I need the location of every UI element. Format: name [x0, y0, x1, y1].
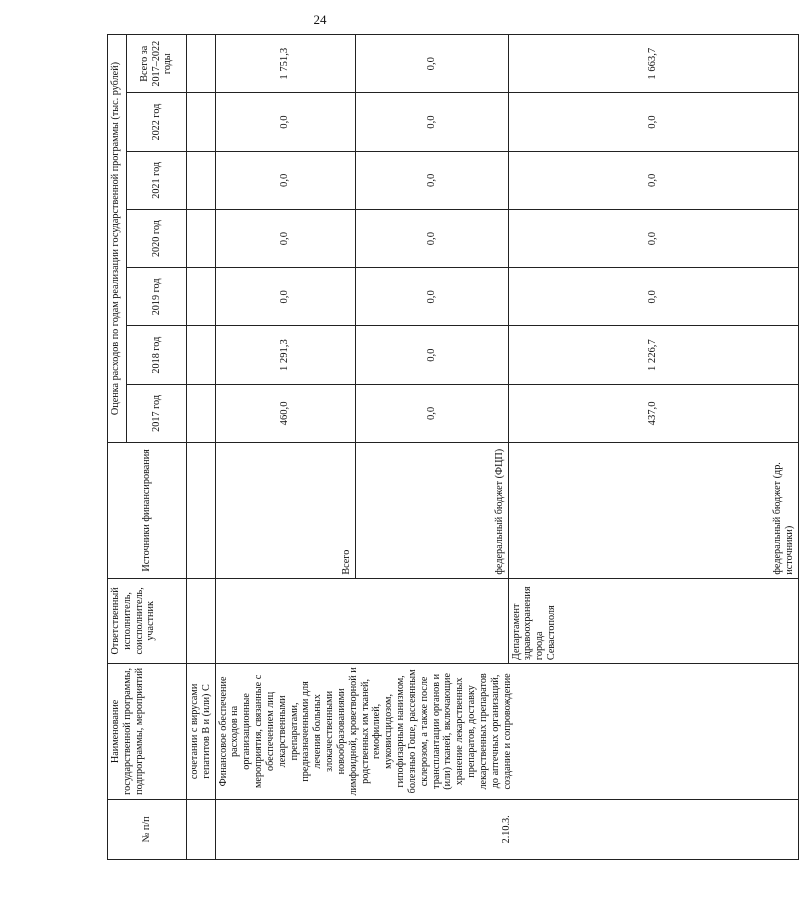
- value-total-2022: 0,0: [215, 93, 355, 151]
- header-executor: Ответственный исполнитель, соисполнитель, участник: [108, 578, 187, 663]
- item-executor-empty: [215, 578, 508, 663]
- item-executor: Департамент здравоохранения города Севастополя: [508, 578, 798, 663]
- value-fcp-2019: 0,0: [355, 268, 508, 326]
- header-year-2022: 2022 год: [127, 93, 187, 151]
- value-other-2021: 0,0: [508, 151, 798, 209]
- value-total-2019: 0,0: [215, 268, 355, 326]
- value-fcp-2020: 0,0: [355, 209, 508, 267]
- value-fcp-2017: 0,0: [355, 384, 508, 442]
- item-number: 2.10.3.: [215, 799, 798, 859]
- header-year-2019: 2019 год: [127, 268, 187, 326]
- value-other-sum: 1 663,7: [508, 35, 798, 93]
- source-total: Всего: [215, 443, 355, 579]
- header-estimate: Оценка расходов по годам реализации государственной программы (тыс. рублей): [108, 35, 127, 443]
- value-total-2018: 1 291,3: [215, 326, 355, 384]
- value-other-2022: 0,0: [508, 93, 798, 151]
- value-total-2021: 0,0: [215, 151, 355, 209]
- value-total-sum: 1 751,3: [215, 35, 355, 93]
- page-number: 24: [313, 12, 327, 27]
- header-source: Источники финансирования: [108, 443, 187, 579]
- value-fcp-2022: 0,0: [355, 93, 508, 151]
- rotated-table-container: [107, 34, 805, 860]
- item-name: Финансовое обеспечение расходов на организационные мероприятия, связанные с обеспечением лиц лекарственными препаратами, предназначенными для лечения больных злокачественными новообразованиями лимфоидной, кроветворной и родственных им тканей, гемофилией, муковисцидозом, гипофизарным нанизмом, болезнью Гоше, рассеянным склерозом, а также после трансплантации органов и (или) тканей, включающие хранение лекарственных препаратов, доставку лекарственных препаратов до аптечных организаций, создание и сопровождение: [215, 664, 798, 800]
- value-other-2020: 0,0: [508, 209, 798, 267]
- header-total: Всего за 2017–2022 годы: [127, 35, 187, 93]
- value-other-2019: 0,0: [508, 268, 798, 326]
- header-year-2020: 2020 год: [127, 209, 187, 267]
- continuation-num: [187, 799, 216, 859]
- source-federal-fcp: федеральный бюджет (ФЦП): [355, 443, 508, 579]
- header-year-2018: 2018 год: [127, 326, 187, 384]
- value-other-2018: 1 226,7: [508, 326, 798, 384]
- value-other-2017: 437,0: [508, 384, 798, 442]
- header-name: Наименование государственной программы, подпрограммы, мероприятий: [108, 664, 187, 800]
- header-year-2021: 2021 год: [127, 151, 187, 209]
- value-total-2017: 460,0: [215, 384, 355, 442]
- continuation-executor: [187, 578, 216, 663]
- value-fcp-2018: 0,0: [355, 326, 508, 384]
- header-year-2017: 2017 год: [127, 384, 187, 442]
- continuation-source: [187, 443, 216, 579]
- value-fcp-2021: 0,0: [355, 151, 508, 209]
- value-fcp-sum: 0,0: [355, 35, 508, 93]
- table-row: [215, 35, 355, 860]
- source-federal-other: федеральный бюджет (др. источники): [508, 443, 798, 579]
- continuation-text: сочетании с вирусами гепатитов В и (или) С: [187, 664, 216, 800]
- budget-table: [107, 34, 799, 860]
- header-num: № п/п: [108, 799, 187, 859]
- value-total-2020: 0,0: [215, 209, 355, 267]
